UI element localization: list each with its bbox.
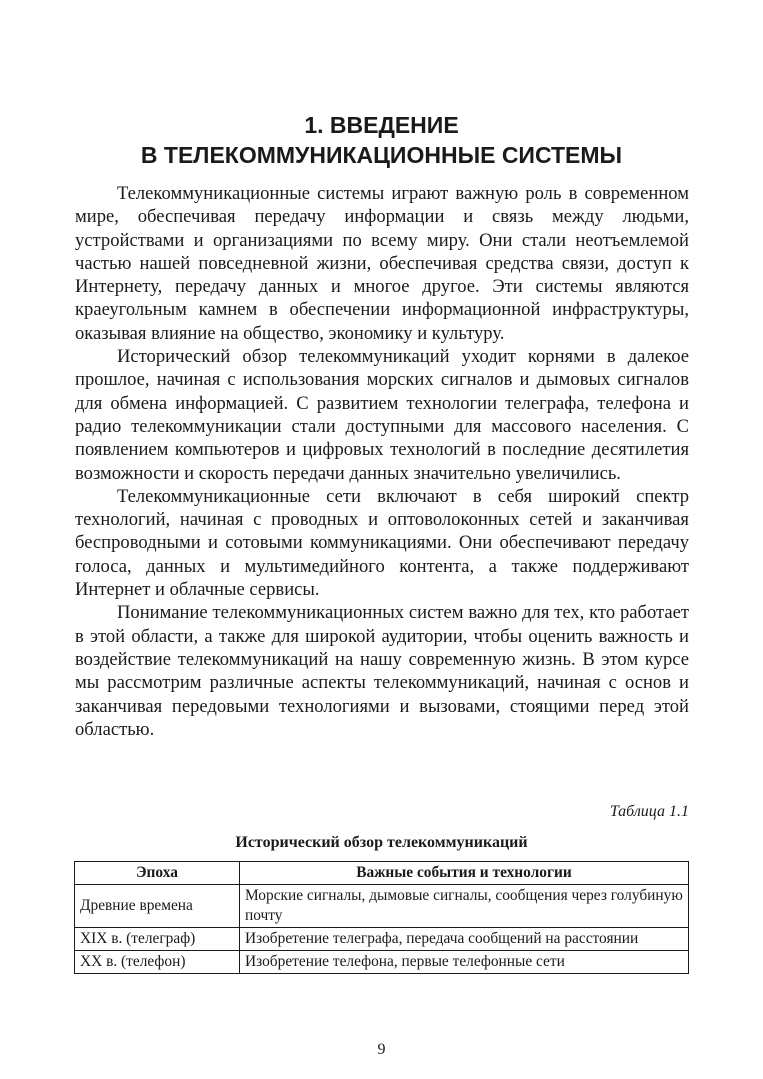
table-row: [75, 951, 689, 974]
table-row: [75, 928, 689, 951]
table-cell-era: Древние времена: [75, 885, 240, 928]
table-cell-era: XIX в. (телеграф): [75, 928, 240, 951]
table-header-row: [75, 862, 689, 885]
table-row: [75, 885, 689, 928]
table-title: Исторический обзор телекоммуникаций: [235, 834, 528, 851]
paragraph-4: Понимание телекоммуникационных систем важно для тех, кто работает в этой области, а также для широкой аудитории, чтобы оценить важность и воздействие телекоммуникаций на нашу современную жизнь. В этом курсе мы рассмотрим различные аспекты телекоммуникаций, начиная с основ и заканчивая передовыми технологиями и вызовами, стоящими перед этой областью.: [75, 602, 689, 740]
table-cell-events: Морские сигналы, дымовые сигналы, сообщения через голубиную почту: [240, 885, 689, 928]
page-number: 9: [377, 1041, 386, 1058]
paragraph-3: Телекоммуникационные сети включают в себя широкий спектр технологий, начиная с проводных и оптоволоконных сетей и заканчивая беспроводными и сотовыми коммуникациями. Они обеспечивают передачу голоса, данных и мультимедийного контента, а также поддерживают Интернет и облачные сервисы.: [75, 485, 689, 601]
table-label: Таблица 1.1: [609, 803, 689, 820]
table-cell-events: Изобретение телефона, первые телефонные сети: [240, 951, 689, 974]
paragraph-2: Исторический обзор телекоммуникаций уходит корнями в далекое прошлое, начиная с использования морских сигналов и дымовых сигналов для обмена информацией. С развитием технологии телеграфа, телефона и радио телекоммуникации стали доступными для массового населения. С появлением компьютеров и цифровых технологий в последние десятилетия возможности и скорость передачи данных значительно увеличились.: [75, 346, 689, 484]
history-table: [74, 861, 689, 974]
body-text: [75, 182, 689, 741]
paragraph-1: Телекоммуникационные системы играют важную роль в современном мире, обеспечивая передачу информации и связь между людьми, устройствами и организациями по всему миру. Они стали неотъемлемой частью нашей повседневной жизни, обеспечивая средства связи, доступ к Интернету, передачу данных и многое другое. Эти системы являются краеугольным камнем в обеспечении информационной инфраструктуры, оказывая влияние на общество, экономику и культуру.: [75, 183, 689, 344]
chapter-heading-line-2: В ТЕЛЕКОММУНИКАЦИОННЫЕ СИСТЕМЫ: [140, 142, 623, 168]
column-header-events: Важные события и технологии: [240, 862, 689, 885]
table-cell-events: Изобретение телеграфа, передача сообщений на расстоянии: [240, 928, 689, 951]
chapter-heading-line-1: 1. ВВЕДЕНИЕ: [304, 112, 459, 138]
chapter-heading: [0, 110, 763, 170]
table-cell-era: XX в. (телефон): [75, 951, 240, 974]
column-header-era: Эпоха: [75, 862, 240, 885]
